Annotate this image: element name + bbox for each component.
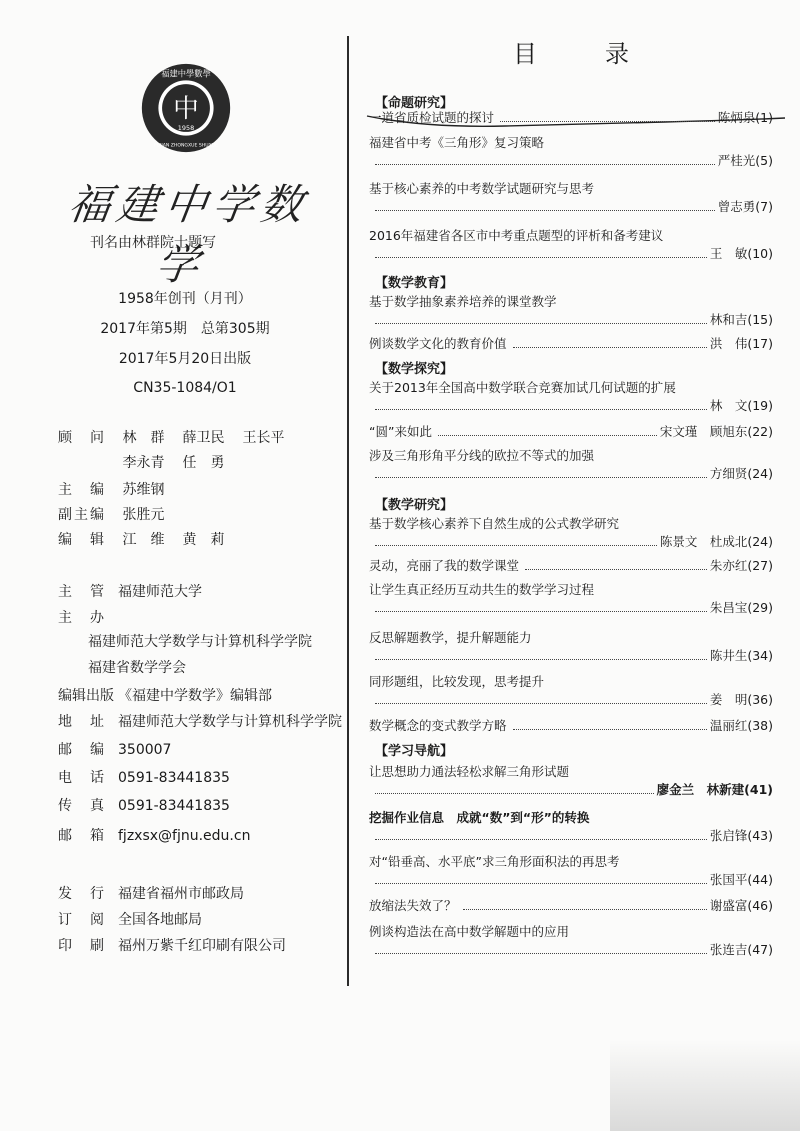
leader-dots — [375, 545, 657, 546]
sponsor-line-2: 福建省数学学会 — [88, 660, 186, 676]
toc-entry[interactable] — [369, 852, 773, 888]
toc-entry-title: 福建省中考《三角形》复习策略 — [369, 135, 545, 150]
toc-entry-title: 让思想助力通法轻松求解三角形试题 — [369, 764, 570, 779]
staff-row-deputy-editor — [58, 505, 182, 525]
staff-name: 林 群 — [122, 430, 165, 446]
toc-entry[interactable] — [369, 762, 773, 798]
info-label: 主 办 — [58, 610, 106, 626]
toc-entry[interactable] — [369, 628, 773, 664]
toc-entry[interactable] — [369, 133, 773, 169]
info-value[interactable]: fjzxsx@fjnu.edu.cn — [118, 828, 251, 844]
info-value: 全国各地邮局 — [118, 912, 202, 928]
toc-entry[interactable] — [369, 334, 773, 352]
toc-entry-author-page: 朱亦红(27) — [709, 558, 773, 573]
info-value: 福建师范大学 — [118, 584, 202, 600]
leader-dots — [375, 164, 715, 165]
staff-name: 苏维钢 — [122, 482, 165, 498]
publication-date: 2017年5月20日出版 — [118, 351, 252, 367]
toc-entry-title: 关于2013年全国高中数学联合竞赛加试几何试题的扩展 — [369, 380, 676, 395]
journal-name-calligraphy: 福建中学数学 — [65, 180, 313, 289]
leader-dots — [375, 953, 707, 954]
leader-dots — [463, 909, 707, 910]
address-row — [58, 712, 342, 732]
toc-entry[interactable] — [369, 422, 773, 440]
toc-entry[interactable] — [369, 446, 773, 482]
table-of-contents — [365, 0, 785, 1131]
staff-row-editor-in-chief — [58, 480, 182, 500]
toc-section-heading: 【学习导航】 — [375, 744, 454, 759]
toc-entry-title: 灵动，亮丽了我的数学课堂 — [369, 558, 520, 573]
seal-ring-bottom: FUJIAN ZHONGXUE SHUXUE — [154, 143, 218, 149]
leader-dots — [500, 121, 715, 122]
toc-entry-title: 例谈构造法在高中数学解题中的应用 — [369, 924, 570, 939]
leader-dots — [375, 883, 707, 884]
leader-dots — [375, 611, 707, 612]
toc-entry-author-page: 张启锋(43) — [709, 828, 773, 843]
toc-entry-title: 基于核心素养的中考数学试题研究与思考 — [369, 181, 595, 196]
toc-title: 目 录 — [513, 40, 651, 68]
info-label: 电 话 — [58, 770, 106, 786]
toc-entry[interactable] — [369, 922, 773, 958]
toc-entry-author-page: 张连吉(47) — [709, 942, 773, 957]
toc-entry-title: 一道省质检试题的探讨 — [369, 110, 495, 125]
info-label: 传 真 — [58, 798, 106, 814]
info-label: 编辑出版 — [58, 688, 114, 704]
staff-row-editors — [58, 530, 242, 550]
seal-year: 1958 — [177, 124, 195, 133]
toc-entry[interactable] — [369, 580, 773, 616]
toc-entry-title: 涉及三角形角平分线的欧拉不等式的加强 — [369, 448, 595, 463]
info-value: 福建师范大学数学与计算机科学学院 — [118, 714, 342, 730]
toc-entry-title: 让学生真正经历互动共生的数学学习过程 — [369, 582, 595, 597]
staff-name: 任 勇 — [182, 455, 225, 471]
cn-number: CN35-1084/O1 — [133, 380, 237, 396]
info-label: 主 管 — [58, 584, 106, 600]
leader-dots — [375, 659, 707, 660]
toc-entry-title: 对“铅垂高、水平底”求三角形面积法的再思考 — [369, 854, 620, 869]
printing-row — [58, 936, 286, 956]
info-label: 地 址 — [58, 714, 106, 730]
toc-entry-author-page: 朱昌宝(29) — [709, 600, 773, 615]
staff-name: 江 维 — [122, 532, 165, 548]
staff-label: 编 辑 — [58, 532, 106, 548]
postcode-row — [58, 740, 171, 760]
seal-center-glyph: 中 — [173, 94, 199, 125]
toc-entry[interactable] — [369, 226, 773, 262]
toc-entry-author-page: 林和吉(15) — [709, 312, 773, 327]
toc-entry-author-page: 谢盛富(46) — [709, 898, 773, 913]
staff-name: 张胜元 — [122, 507, 165, 523]
toc-entry[interactable] — [369, 179, 773, 215]
info-label: 印 刷 — [58, 938, 106, 954]
toc-entry[interactable] — [369, 716, 773, 734]
staff-name: 王长平 — [242, 430, 285, 446]
toc-entry-author-page: 严桂光(5) — [717, 153, 773, 168]
toc-entry-title: 数学概念的变式教学方略 — [369, 718, 507, 733]
leader-dots — [375, 839, 707, 840]
info-label: 邮 箱 — [58, 828, 106, 844]
leader-dots — [513, 729, 707, 730]
toc-entry-author-page: 陈景文 杜成北(24) — [659, 534, 773, 549]
seal-ring-top: 福建中學數學 — [161, 68, 211, 79]
toc-entry-author-page: 洪 伟(17) — [709, 336, 773, 351]
toc-entry[interactable] — [369, 108, 773, 126]
toc-entry-author-page: 方细贤(24) — [709, 466, 773, 481]
info-label: 邮 编 — [58, 742, 106, 758]
toc-section-heading: 【数学教育】 — [375, 276, 454, 291]
staff-row-advisors — [58, 428, 302, 448]
calligraphy-credit: 刊名由林群院士题写 — [90, 235, 216, 251]
staff-name: 李永青 — [122, 455, 165, 471]
info-value: 0591-83441835 — [118, 770, 230, 786]
toc-entry-author-page: 廖金兰 林新建(41) — [656, 782, 773, 797]
masthead-column — [0, 0, 345, 1131]
staff-name: 黄 莉 — [182, 532, 225, 548]
info-value: 福州万紫千红印刷有限公司 — [118, 938, 286, 954]
toc-entry-title: 放缩法失效了？ — [369, 898, 457, 913]
toc-entry-author-page: 姜 明(36) — [709, 692, 773, 707]
fax-row — [58, 796, 230, 816]
leader-dots — [438, 435, 657, 436]
phone-row — [58, 768, 230, 788]
leader-dots — [513, 347, 707, 348]
journal-seal-logo — [140, 62, 232, 154]
founded-info: 1958年创刊（月刊） — [118, 291, 252, 307]
toc-entry-author-page: 张国平(44) — [709, 872, 773, 887]
toc-entry-title: 基于数学抽象素养培养的课堂教学 — [369, 294, 557, 309]
email-row — [58, 826, 250, 846]
info-value: 福建省福州市邮政局 — [118, 886, 244, 902]
leader-dots — [375, 210, 715, 211]
leader-dots — [375, 257, 707, 258]
leader-dots — [375, 703, 707, 704]
toc-entry-title: 反思解题教学，提升解题能力 — [369, 630, 532, 645]
staff-name: 薛卫民 — [182, 430, 225, 446]
toc-entry-title: “圆”来如此 — [369, 424, 432, 439]
toc-entry-title: 例谈数学文化的教育价值 — [369, 336, 507, 351]
toc-entry-title: 基于数学核心素养下自然生成的公式教学研究 — [369, 516, 620, 531]
toc-entry[interactable] — [369, 808, 773, 844]
toc-entry[interactable] — [369, 896, 773, 914]
toc-entry-author-page: 王 敏(10) — [709, 246, 773, 261]
leader-dots — [375, 409, 707, 410]
toc-entry[interactable] — [369, 672, 773, 708]
toc-entry[interactable] — [369, 378, 773, 414]
info-value: 350007 — [118, 742, 172, 758]
toc-entry[interactable] — [369, 292, 773, 328]
toc-entry[interactable] — [369, 514, 773, 550]
sponsor-line-1: 福建师范大学数学与计算机科学学院 — [88, 634, 312, 650]
editor-row — [58, 686, 272, 706]
toc-entry-author-page: 曾志勇(7) — [717, 199, 773, 214]
info-label: 订 阅 — [58, 912, 106, 928]
leader-dots — [375, 793, 654, 794]
toc-entry-author-page: 陈井生(34) — [709, 648, 773, 663]
leader-dots — [375, 477, 707, 478]
info-value: 0591-83441835 — [118, 798, 230, 814]
column-divider — [347, 36, 349, 986]
toc-entry-author-page: 林 文(19) — [709, 398, 773, 413]
toc-entry-title: 2016年福建省各区市中考重点题型的评析和备考建议 — [369, 228, 664, 243]
info-label: 发 行 — [58, 886, 106, 902]
subscription-row — [58, 910, 202, 930]
toc-entry-author-page: 宋文瑾 顾旭东(22) — [659, 424, 773, 439]
toc-section-heading: 【教学研究】 — [375, 498, 454, 513]
leader-dots — [525, 569, 707, 570]
toc-entry-author-page: 陈炳泉(1) — [717, 110, 773, 125]
staff-label: 副主编 — [58, 507, 106, 523]
toc-entry-author-page: 温丽红(38) — [709, 718, 773, 733]
toc-entry[interactable] — [369, 556, 773, 574]
toc-entry-title: 同形题组，比较发现，思考提升 — [369, 674, 545, 689]
toc-section-heading: 【命题研究】 — [375, 96, 454, 111]
supervisor-row — [58, 582, 202, 602]
leader-dots — [375, 323, 707, 324]
issue-info: 2017年第5期 总第305期 — [100, 321, 270, 337]
distribution-row — [58, 884, 244, 904]
sponsor-row — [58, 608, 118, 628]
staff-row-advisors-cont — [58, 453, 242, 473]
toc-entry-title: 挖掘作业信息 成就“数”到“形”的转换 — [369, 810, 590, 825]
staff-label: 主 编 — [58, 482, 106, 498]
staff-label: 顾 问 — [58, 430, 106, 446]
toc-section-heading: 【数学探究】 — [375, 362, 454, 377]
scan-shadow — [610, 1040, 800, 1131]
info-value: 《福建中学数学》编辑部 — [118, 688, 272, 704]
